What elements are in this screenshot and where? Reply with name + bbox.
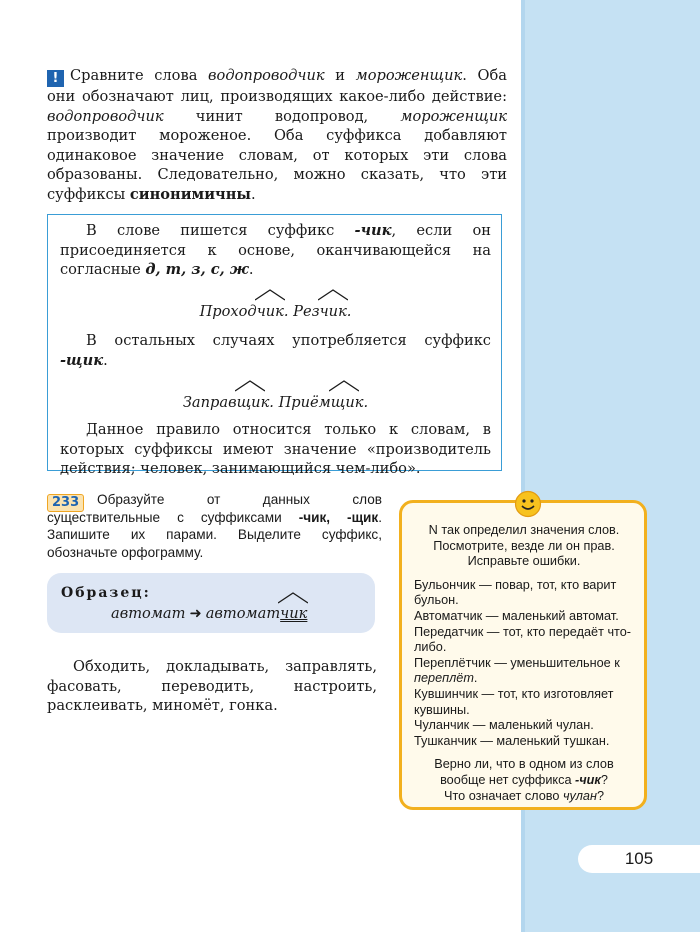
suffix-mark-icon (329, 380, 359, 392)
intro-word: мороженщик (400, 107, 507, 125)
rule-examples-shchik (60, 371, 491, 421)
intro-paragraph (47, 66, 507, 205)
example-stem: Рез (293, 302, 320, 320)
sample-label: Образец: (61, 585, 151, 601)
rule-paragraph-3: Данное правило относится только к словам, в которых суффиксы имеют значение «производитель действия; человек, занимающийся чем-либо». (60, 421, 491, 478)
note-item: Автоматчик — маленький автомат. (414, 608, 619, 623)
rule-letters: д, т, з, с, ж (145, 261, 249, 279)
note-suffix: -чик (575, 772, 601, 787)
suffix-morpheme (237, 393, 270, 413)
intro-term: синонимичны (129, 185, 252, 203)
rule-text: В остальных случаях употребляется суффикс (86, 332, 491, 350)
rule-text: , если он присоединяется к основе, оканчивающейся на согласные (60, 222, 491, 279)
note-card (399, 500, 647, 810)
sample-derived-suffix: чик (280, 605, 308, 622)
note-intro: N так определил значения слов. Посмотрите, везде ли он прав. Исправьте ошибки. (428, 523, 620, 569)
intro-text: . Оба они обозначают лиц, производящих какое-либо действие: (47, 67, 507, 105)
intro-text: производит мороженое. Оба суффикса добавляют одинаковое значение словам, от которых эти слова образованы. Следовательно, можно сказать, что эти суффиксы (47, 127, 507, 203)
note-text: ? (600, 772, 608, 787)
intro-text: чинит водопровод, (163, 107, 401, 125)
example-suffix: щик (236, 393, 270, 411)
note-item: Чуланчик — маленький чулан. (414, 718, 594, 733)
example-suffix: щик (330, 393, 364, 411)
rule-suffix: -щик (60, 351, 104, 369)
note-item (414, 656, 634, 687)
rule-paragraph-2 (60, 331, 491, 370)
task-text: Образуйте от данных слов существительные с суффиксами (47, 492, 382, 525)
note-text: ? (596, 788, 604, 803)
page-number: 105 (578, 845, 700, 873)
rule-paragraph-1 (60, 221, 491, 280)
example-punct: . (283, 302, 289, 320)
suffix-mark-icon (255, 289, 285, 301)
rule-text: . (248, 261, 254, 279)
note-text: Переплётчик — уменьшительное к (414, 655, 620, 670)
example-punct: . (269, 393, 274, 411)
note-item: Кувшинчик — тот, кто изготовляет кувшины. (414, 686, 614, 717)
intro-word: водопроводчик (208, 67, 325, 84)
sample-derived-stem: автомат (205, 605, 281, 622)
note-word: переплёт (414, 671, 474, 686)
rule-suffix: -чик (354, 222, 392, 239)
note-item: Тушканчик — маленький тушкан. (414, 733, 610, 748)
note-item: Передатчик — тот, кто передаёт что-либо. (414, 624, 631, 655)
suffix-morpheme (257, 302, 284, 322)
exercise-number: 233 (47, 494, 84, 512)
intro-text: . (251, 185, 256, 203)
example-punct: . (363, 393, 369, 411)
example-suffix: чик (319, 302, 347, 320)
note-text: Верно ли, что в одном из слов вообще нет суффикса (434, 757, 614, 787)
exercise-task (47, 491, 382, 561)
exercise-words: Обходить, докладывать, заправлять, фасовать, переводить, настроить, расклеивать, миномёт, гонка. (47, 658, 377, 715)
task-text: . Запишите их парами. Выделите суффикс, обозначьте орфограмму. (47, 509, 382, 560)
sample-example (111, 605, 307, 622)
rule-box (47, 214, 502, 478)
exclamation-icon: ! (47, 70, 64, 87)
note-question-2 (414, 789, 634, 805)
suffix-morpheme (280, 605, 307, 622)
suffix-mark-icon (278, 592, 308, 604)
suffix-morpheme (331, 393, 364, 413)
note-question-1 (414, 757, 634, 788)
sample-base-word: автомат (111, 605, 186, 622)
intro-word: мороженщик (355, 67, 463, 84)
intro-text: и (324, 67, 356, 84)
note-item: Бульончик — повар, тот, кто варит бульон. (414, 577, 617, 608)
note-text: . (473, 671, 478, 686)
intro-text: Сравните слова (70, 67, 209, 84)
intro-word: водопроводчик (47, 107, 164, 125)
example-punct: . (346, 302, 352, 320)
example-suffix: чик (256, 302, 284, 320)
note-word: чулан (562, 788, 597, 803)
suffix-mark-icon (235, 380, 265, 392)
example-stem: Проход (199, 302, 257, 320)
note-text: Что означает слово (443, 788, 563, 803)
rule-text: В слове пишется суффикс (86, 222, 355, 239)
task-suffixes: -чик, -щик (298, 509, 379, 525)
rule-examples-chik (60, 280, 491, 332)
suffix-morpheme (320, 302, 347, 322)
example-stem: Заправ (182, 393, 237, 411)
example-stem: Приём (278, 393, 331, 411)
smiley-icon (513, 490, 543, 518)
rule-text: . (103, 351, 108, 369)
suffix-mark-icon (318, 289, 348, 301)
arrow-right-icon: ➜ (189, 605, 202, 622)
sample-box (47, 573, 375, 633)
